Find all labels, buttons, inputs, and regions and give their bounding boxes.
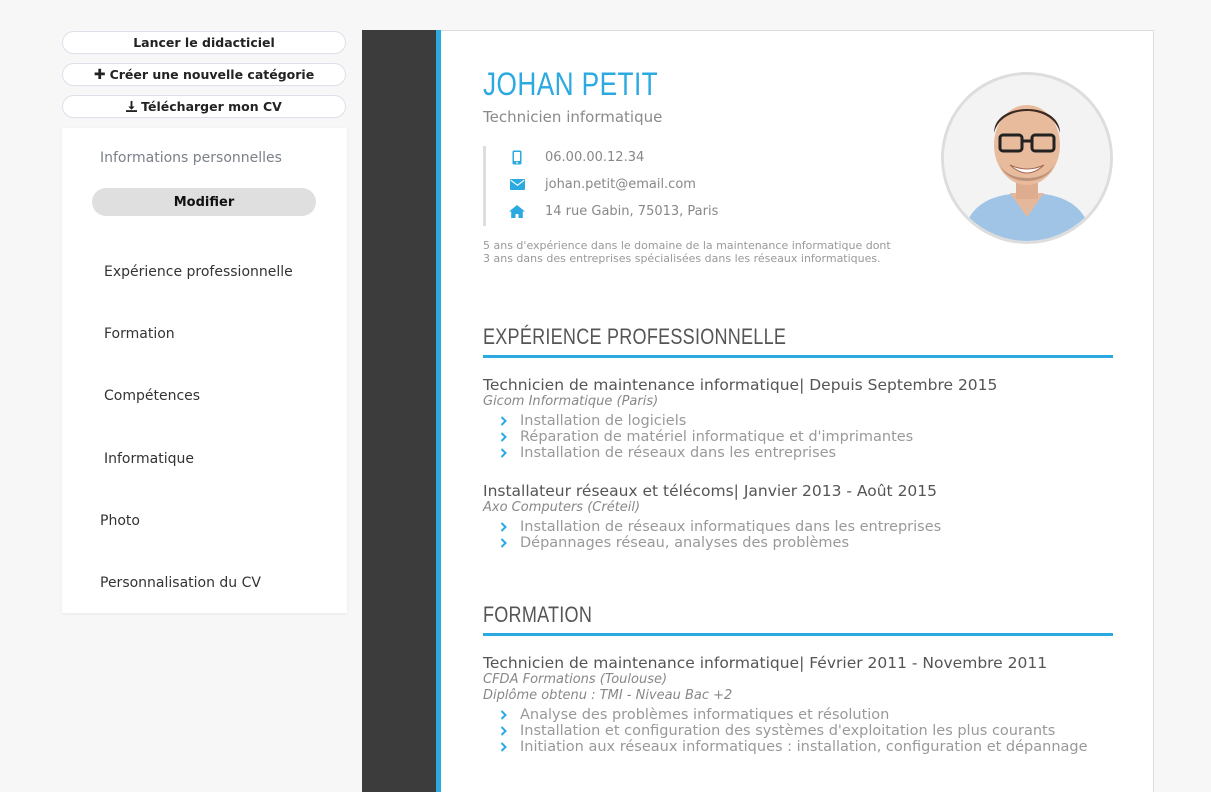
chevron-right-icon [500, 538, 520, 548]
chevron-right-icon [500, 522, 520, 532]
modify-label: Modifier [173, 194, 235, 210]
entry-date: | Février 2011 - Novembre 2011 [799, 654, 1048, 672]
chevron-right-icon [500, 416, 520, 426]
bullet-text: Installation de réseaux informatiques dans les entreprises [520, 519, 942, 535]
bullet-text: Installation de logiciels [520, 413, 687, 429]
download-cv-label: Télécharger mon CV [141, 99, 282, 114]
formation-diploma: Diplôme obtenu : TMI - Niveau Bac +2 [483, 688, 733, 703]
list-item [500, 413, 913, 429]
entry-role: Installateur réseaux et télécoms [483, 482, 734, 500]
plus-icon: ✚ [93, 66, 106, 83]
contact-email [508, 177, 696, 192]
bullet-text: Dépannages réseau, analyses des problèmes [520, 535, 850, 551]
new-category-button[interactable] [62, 63, 346, 86]
list-item [500, 723, 1088, 739]
experience-bullets [500, 519, 941, 551]
sidebar-item-experience[interactable]: Expérience professionnelle [104, 264, 293, 280]
experience-entry-title [483, 376, 997, 394]
mobile-icon [508, 150, 526, 165]
chevron-right-icon [500, 710, 520, 720]
tutorial-label: Lancer le didacticiel [133, 35, 275, 50]
cv-name: JOHAN PETIT [483, 66, 659, 102]
profile-photo[interactable] [941, 72, 1113, 244]
formation-school: CFDA Formations (Toulouse) [483, 672, 668, 687]
entry-date: | Depuis Septembre 2015 [799, 376, 998, 394]
download-cv-button[interactable] [62, 95, 346, 118]
download-icon [126, 101, 137, 112]
bullet-text: Analyse des problèmes informatiques et résolution [520, 707, 890, 723]
chevron-right-icon [500, 742, 520, 752]
contact-phone [508, 150, 644, 165]
cv-contacts [483, 146, 786, 226]
home-icon [508, 205, 526, 218]
contact-address [508, 204, 718, 219]
entry-role: Technicien de maintenance informatique [483, 376, 800, 394]
sidebar-item-customization[interactable]: Personnalisation du CV [100, 575, 261, 591]
experience-entry-title [483, 482, 937, 500]
cv-job-title: Technicien informatique [483, 108, 663, 126]
bullet-text: Installation de réseaux dans les entreprises [520, 445, 837, 461]
experience-divider [483, 355, 1113, 358]
sidebar-item-photo[interactable]: Photo [100, 513, 140, 529]
sidebar-item-competences[interactable]: Compétences [104, 388, 201, 404]
experience-company: Axo Computers (Créteil) [483, 500, 641, 515]
email-text: johan.petit@email.com [545, 177, 696, 192]
formation-title: FORMATION [483, 602, 593, 627]
list-item [500, 429, 913, 445]
new-category-label: Créer une nouvelle catégorie [109, 67, 315, 82]
entry-role: Technicien de maintenance informatique [483, 654, 800, 672]
chevron-right-icon [500, 726, 520, 736]
bullet-text: Installation et configuration des systèmes d'exploitation les plus courants [520, 723, 1056, 739]
formation-entry-title [483, 654, 1047, 672]
experience-bullets [500, 413, 913, 461]
envelope-icon [508, 179, 526, 190]
entry-date: | Janvier 2013 - Août 2015 [733, 482, 938, 500]
list-item [500, 535, 941, 551]
sidebar-item-formation[interactable]: Formation [104, 326, 175, 342]
formation-divider [483, 633, 1113, 636]
cv-summary [483, 239, 943, 265]
list-item [500, 445, 913, 461]
sections-panel [62, 128, 347, 613]
bullet-text: Initiation aux réseaux informatiques : installation, configuration et dépannage [520, 739, 1088, 755]
list-item [500, 707, 1088, 723]
list-item [500, 739, 1088, 755]
chevron-right-icon [500, 432, 520, 442]
list-item [500, 519, 941, 535]
bullet-text: Réparation de matériel informatique et d'imprimantes [520, 429, 914, 445]
sidebar-item-informatique[interactable]: Informatique [104, 451, 194, 467]
summary-line: 3 ans dans des entreprises spécialisées dans les réseaux informatiques. [483, 252, 881, 265]
tutorial-button[interactable] [62, 31, 346, 54]
phone-text: 06.00.00.12.34 [545, 150, 645, 165]
panel-header: Informations personnelles [100, 150, 282, 166]
formation-bullets [500, 707, 1088, 755]
modify-button[interactable] [92, 188, 316, 216]
cv-dark-band [362, 30, 437, 792]
address-text: 14 rue Gabin, 75013, Paris [545, 204, 719, 219]
summary-line: 5 ans d'expérience dans le domaine de la maintenance informatique dont [483, 239, 891, 252]
experience-company: Gicom Informatique (Paris) [483, 394, 659, 409]
experience-title: EXPÉRIENCE PROFESSIONNELLE [483, 324, 787, 349]
chevron-right-icon [500, 448, 520, 458]
